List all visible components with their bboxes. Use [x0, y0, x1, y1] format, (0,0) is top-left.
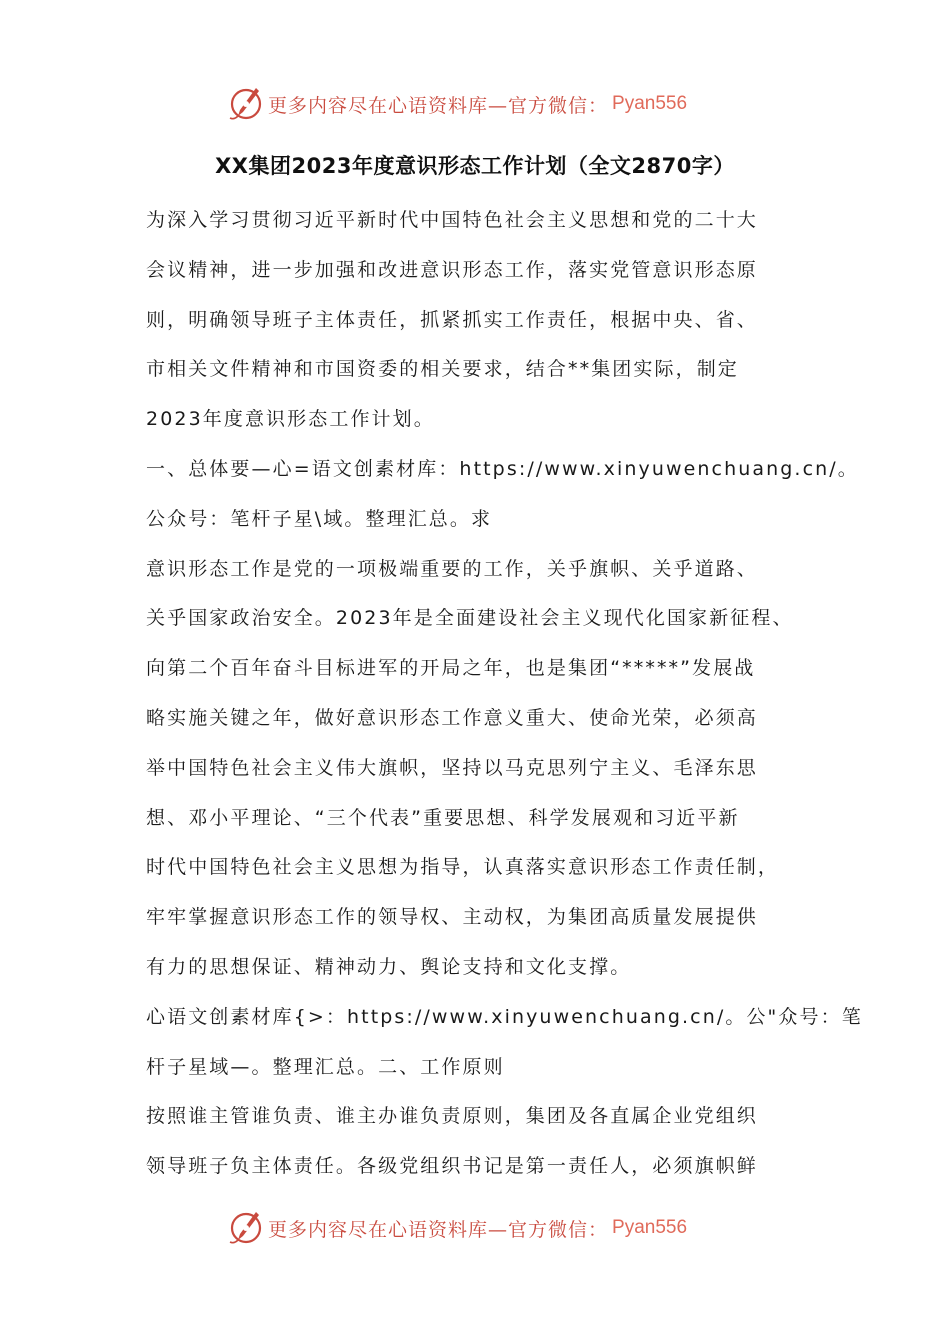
body-line: 公众号：笔杆子星\域。整理汇总。求: [146, 507, 493, 530]
body-line: 会议精神，进一步加强和改进意识形态工作，落实党管意识形态原: [146, 258, 758, 281]
body-line: 有力的思想保证、精神动力、舆论支持和文化支撑。: [146, 955, 632, 978]
body-line: 则，明确领导班子主体责任，抓紧抓实工作责任，根据中央、省、: [146, 308, 758, 331]
body-line: 2023年度意识形态工作计划。: [146, 408, 435, 431]
quill-pen-logo-icon: [226, 84, 266, 124]
banner-text: 更多内容尽在心语资料库—官方微信：: [268, 1218, 609, 1241]
body-line: 牢牢掌握意识形态工作的领导权、主动权，为集团高质量发展提供: [146, 906, 758, 929]
body-line: 意识形态工作是党的一项极端重要的工作，关乎旗帜、关乎道路、: [146, 557, 758, 580]
body-line: 时代中国特色社会主义思想为指导，认真落实意识形态工作责任制，: [146, 856, 780, 879]
body-line: 关乎国家政治安全。2023年是全面建设社会主义现代化国家新征程、: [146, 607, 794, 630]
body-line: 市相关文件精神和市国资委的相关要求，结合**集团实际，制定: [146, 358, 739, 381]
body-line: 略实施关键之年，做好意识形态工作意义重大、使命光荣，必须高: [146, 706, 758, 729]
body-line: 一、总体要—心=语文创素材库：https://www.xinyuwenchuang.cn/。: [146, 457, 859, 480]
banner-text: 更多内容尽在心语资料库—官方微信：: [268, 94, 609, 117]
body-line: 举中国特色社会主义伟大旗帜，坚持以马克思列宁主义、毛泽东思: [146, 756, 758, 779]
banner-wechat-id: Pyan556: [612, 1217, 688, 1238]
banner-wechat-id: Pyan556: [612, 93, 688, 114]
quill-pen-logo-icon: [226, 1208, 266, 1248]
document-body: [146, 200, 863, 1196]
document-title: XX集团2023年度意识形态工作计划（全文2870字）: [215, 154, 735, 178]
header-watermark-banner: [226, 84, 687, 124]
body-line: 为深入学习贯彻习近平新时代中国特色社会主义思想和党的二十大: [146, 209, 758, 231]
footer-watermark-banner: [226, 1208, 687, 1248]
body-line: 杆子星域—。整理汇总。二、工作原则: [146, 1055, 505, 1078]
body-line: 心语文创素材库{>：https://www.xinyuwenchuang.cn/。公"众号：笔: [146, 1005, 863, 1028]
body-line: 按照谁主管谁负责、谁主办谁负责原则，集团及各直属企业党组织: [146, 1105, 758, 1128]
body-line: 想、邓小平理论、“三个代表”重要思想、科学发展观和习近平新: [146, 806, 740, 829]
body-line: 向第二个百年奋斗目标进军的开局之年，也是集团“*****”发展战: [146, 657, 756, 680]
body-line: 领导班子负主体责任。各级党组织书记是第一责任人，必须旗帜鲜: [146, 1155, 758, 1178]
